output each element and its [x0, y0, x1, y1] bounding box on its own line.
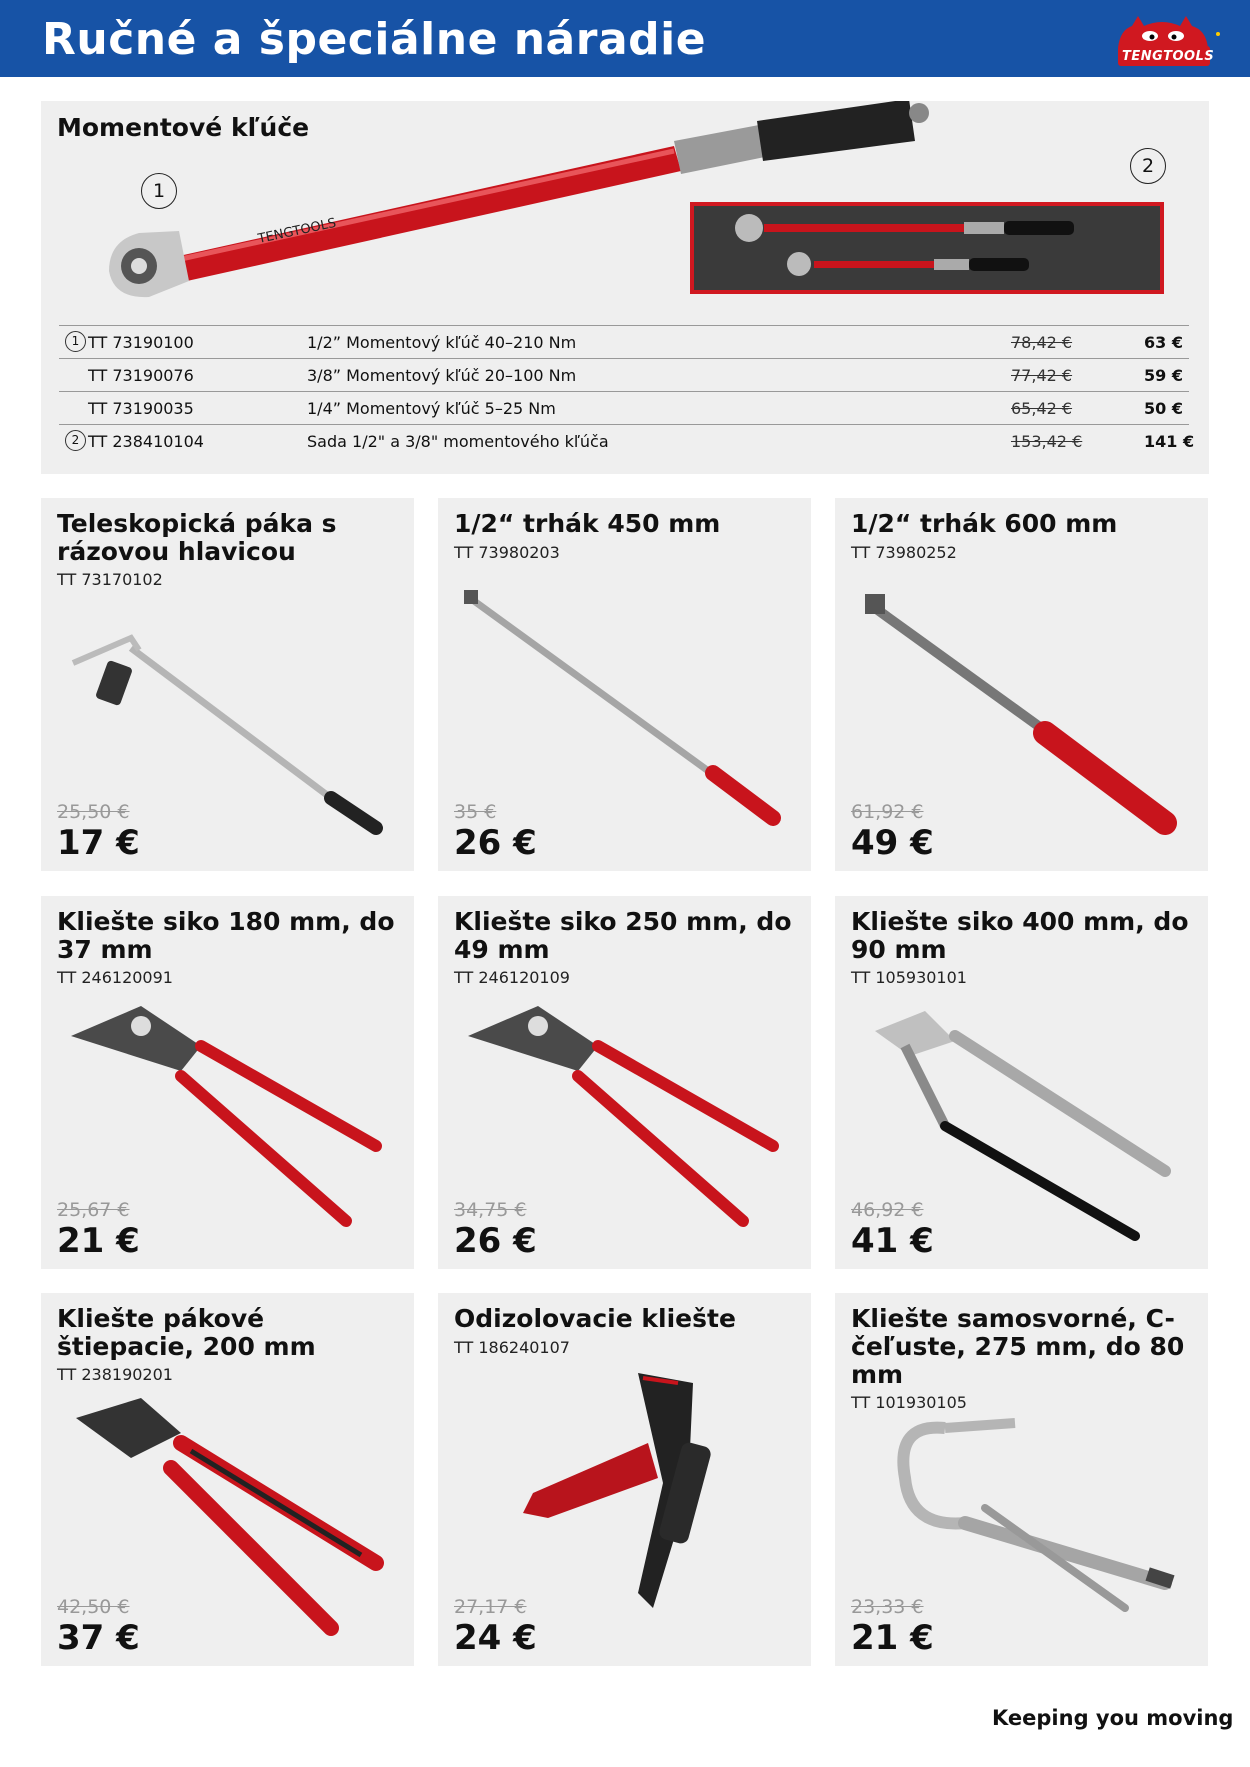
row-description: Sada 1/2" a 3/8" momentového kľúča: [307, 432, 609, 451]
torque-section-title: Momentové kľúče: [57, 113, 310, 142]
product-title: Kliešte siko 250 mm, do 49 mm: [454, 907, 792, 964]
badge-item-1: 1: [141, 173, 177, 209]
product-title: Kliešte siko 180 mm, do 37 mm: [57, 907, 395, 964]
row-code: TT 238410104: [88, 432, 204, 451]
table-row: [59, 359, 1189, 392]
tengtools-logo: [1110, 12, 1224, 70]
product-price: 37 €: [57, 1618, 140, 1658]
row-code: TT 73190035: [88, 399, 194, 418]
product-old-price: 25,50 €: [57, 801, 130, 823]
product-card[interactable]: [41, 498, 414, 871]
footer-tagline: Keeping you moving: [992, 1706, 1234, 1730]
row-price: 59 €: [1144, 366, 1183, 385]
product-price: 24 €: [454, 1618, 537, 1658]
product-price: 21 €: [57, 1221, 140, 1261]
torque-wrench-set-image: [690, 202, 1164, 294]
badge-item-2: 2: [1130, 148, 1166, 184]
product-old-price: 61,92 €: [851, 801, 924, 823]
wrench-set-icon: [694, 206, 1160, 290]
product-code: TT 73170102: [57, 570, 163, 589]
svg-text:TENGTOOLS: TENGTOOLS: [256, 215, 338, 247]
row-code: TT 73190100: [88, 333, 194, 352]
table-row: [59, 326, 1189, 359]
product-code: TT 105930101: [851, 968, 967, 987]
product-price: 17 €: [57, 823, 140, 863]
product-code: TT 101930105: [851, 1393, 967, 1412]
logo-text: TENGTOOLS: [1122, 49, 1215, 64]
row-description: 3/8” Momentový kľúč 20–100 Nm: [307, 366, 577, 385]
product-price: 21 €: [851, 1618, 934, 1658]
table-row: [59, 425, 1195, 457]
product-code: TT 246120091: [57, 968, 173, 987]
row-price: 50 €: [1144, 399, 1183, 418]
row-old-price: 78,42 €: [1011, 333, 1073, 352]
product-card[interactable]: [835, 498, 1208, 871]
product-price: 26 €: [454, 823, 537, 863]
product-card[interactable]: [41, 896, 414, 1269]
product-price: 41 €: [851, 1221, 934, 1261]
page-title: Ručné a špeciálne náradie: [42, 14, 707, 65]
row-description: 1/2” Momentový kľúč 40–210 Nm: [307, 333, 577, 352]
product-title: Kliešte siko 400 mm, do 90 mm: [851, 907, 1189, 964]
row-description: 1/4” Momentový kľúč 5–25 Nm: [307, 399, 556, 418]
product-price: 26 €: [454, 1221, 537, 1261]
product-card[interactable]: [835, 1293, 1208, 1666]
table-row: [59, 392, 1189, 425]
torque-wrench-panel: [41, 101, 1209, 474]
product-title: Odizolovacie kliešte: [454, 1304, 736, 1333]
product-title: 1/2“ trhák 450 mm: [454, 509, 721, 538]
row-old-price: 77,42 €: [1011, 366, 1073, 385]
product-old-price: 27,17 €: [454, 1596, 527, 1618]
product-title: Teleskopická páka s rázovou hlavicou: [57, 509, 337, 566]
product-old-price: 25,67 €: [57, 1199, 130, 1221]
row-code: TT 73190076: [88, 366, 194, 385]
product-card[interactable]: [835, 896, 1208, 1269]
product-old-price: 35 €: [454, 801, 497, 823]
product-card[interactable]: [438, 896, 811, 1269]
page-header: [0, 0, 1250, 77]
product-old-price: 46,92 €: [851, 1199, 924, 1221]
product-code: TT 238190201: [57, 1365, 173, 1384]
row-badge: 2: [65, 430, 86, 451]
row-badge: 1: [65, 331, 86, 352]
product-code: TT 186240107: [454, 1338, 570, 1357]
product-code: TT 73980252: [851, 543, 957, 562]
product-code: TT 246120109: [454, 968, 570, 987]
product-card[interactable]: [438, 1293, 811, 1666]
product-old-price: 42,50 €: [57, 1596, 130, 1618]
row-old-price: 65,42 €: [1011, 399, 1073, 418]
product-card[interactable]: [438, 498, 811, 871]
row-price: 63 €: [1144, 333, 1183, 352]
product-code: TT 73980203: [454, 543, 560, 562]
product-title: Kliešte pákové štiepacie, 200 mm: [57, 1304, 316, 1361]
product-title: Kliešte samosvorné, C-čeľuste, 275 mm, do 80 mm: [851, 1304, 1185, 1389]
product-price: 49 €: [851, 823, 934, 863]
product-old-price: 34,75 €: [454, 1199, 527, 1221]
product-old-price: 23,33 €: [851, 1596, 924, 1618]
product-title: 1/2“ trhák 600 mm: [851, 509, 1118, 538]
product-card[interactable]: [41, 1293, 414, 1666]
row-old-price: 153,42 €: [1011, 432, 1083, 451]
torque-price-table: [59, 325, 1195, 457]
row-price: 141 €: [1144, 432, 1195, 451]
